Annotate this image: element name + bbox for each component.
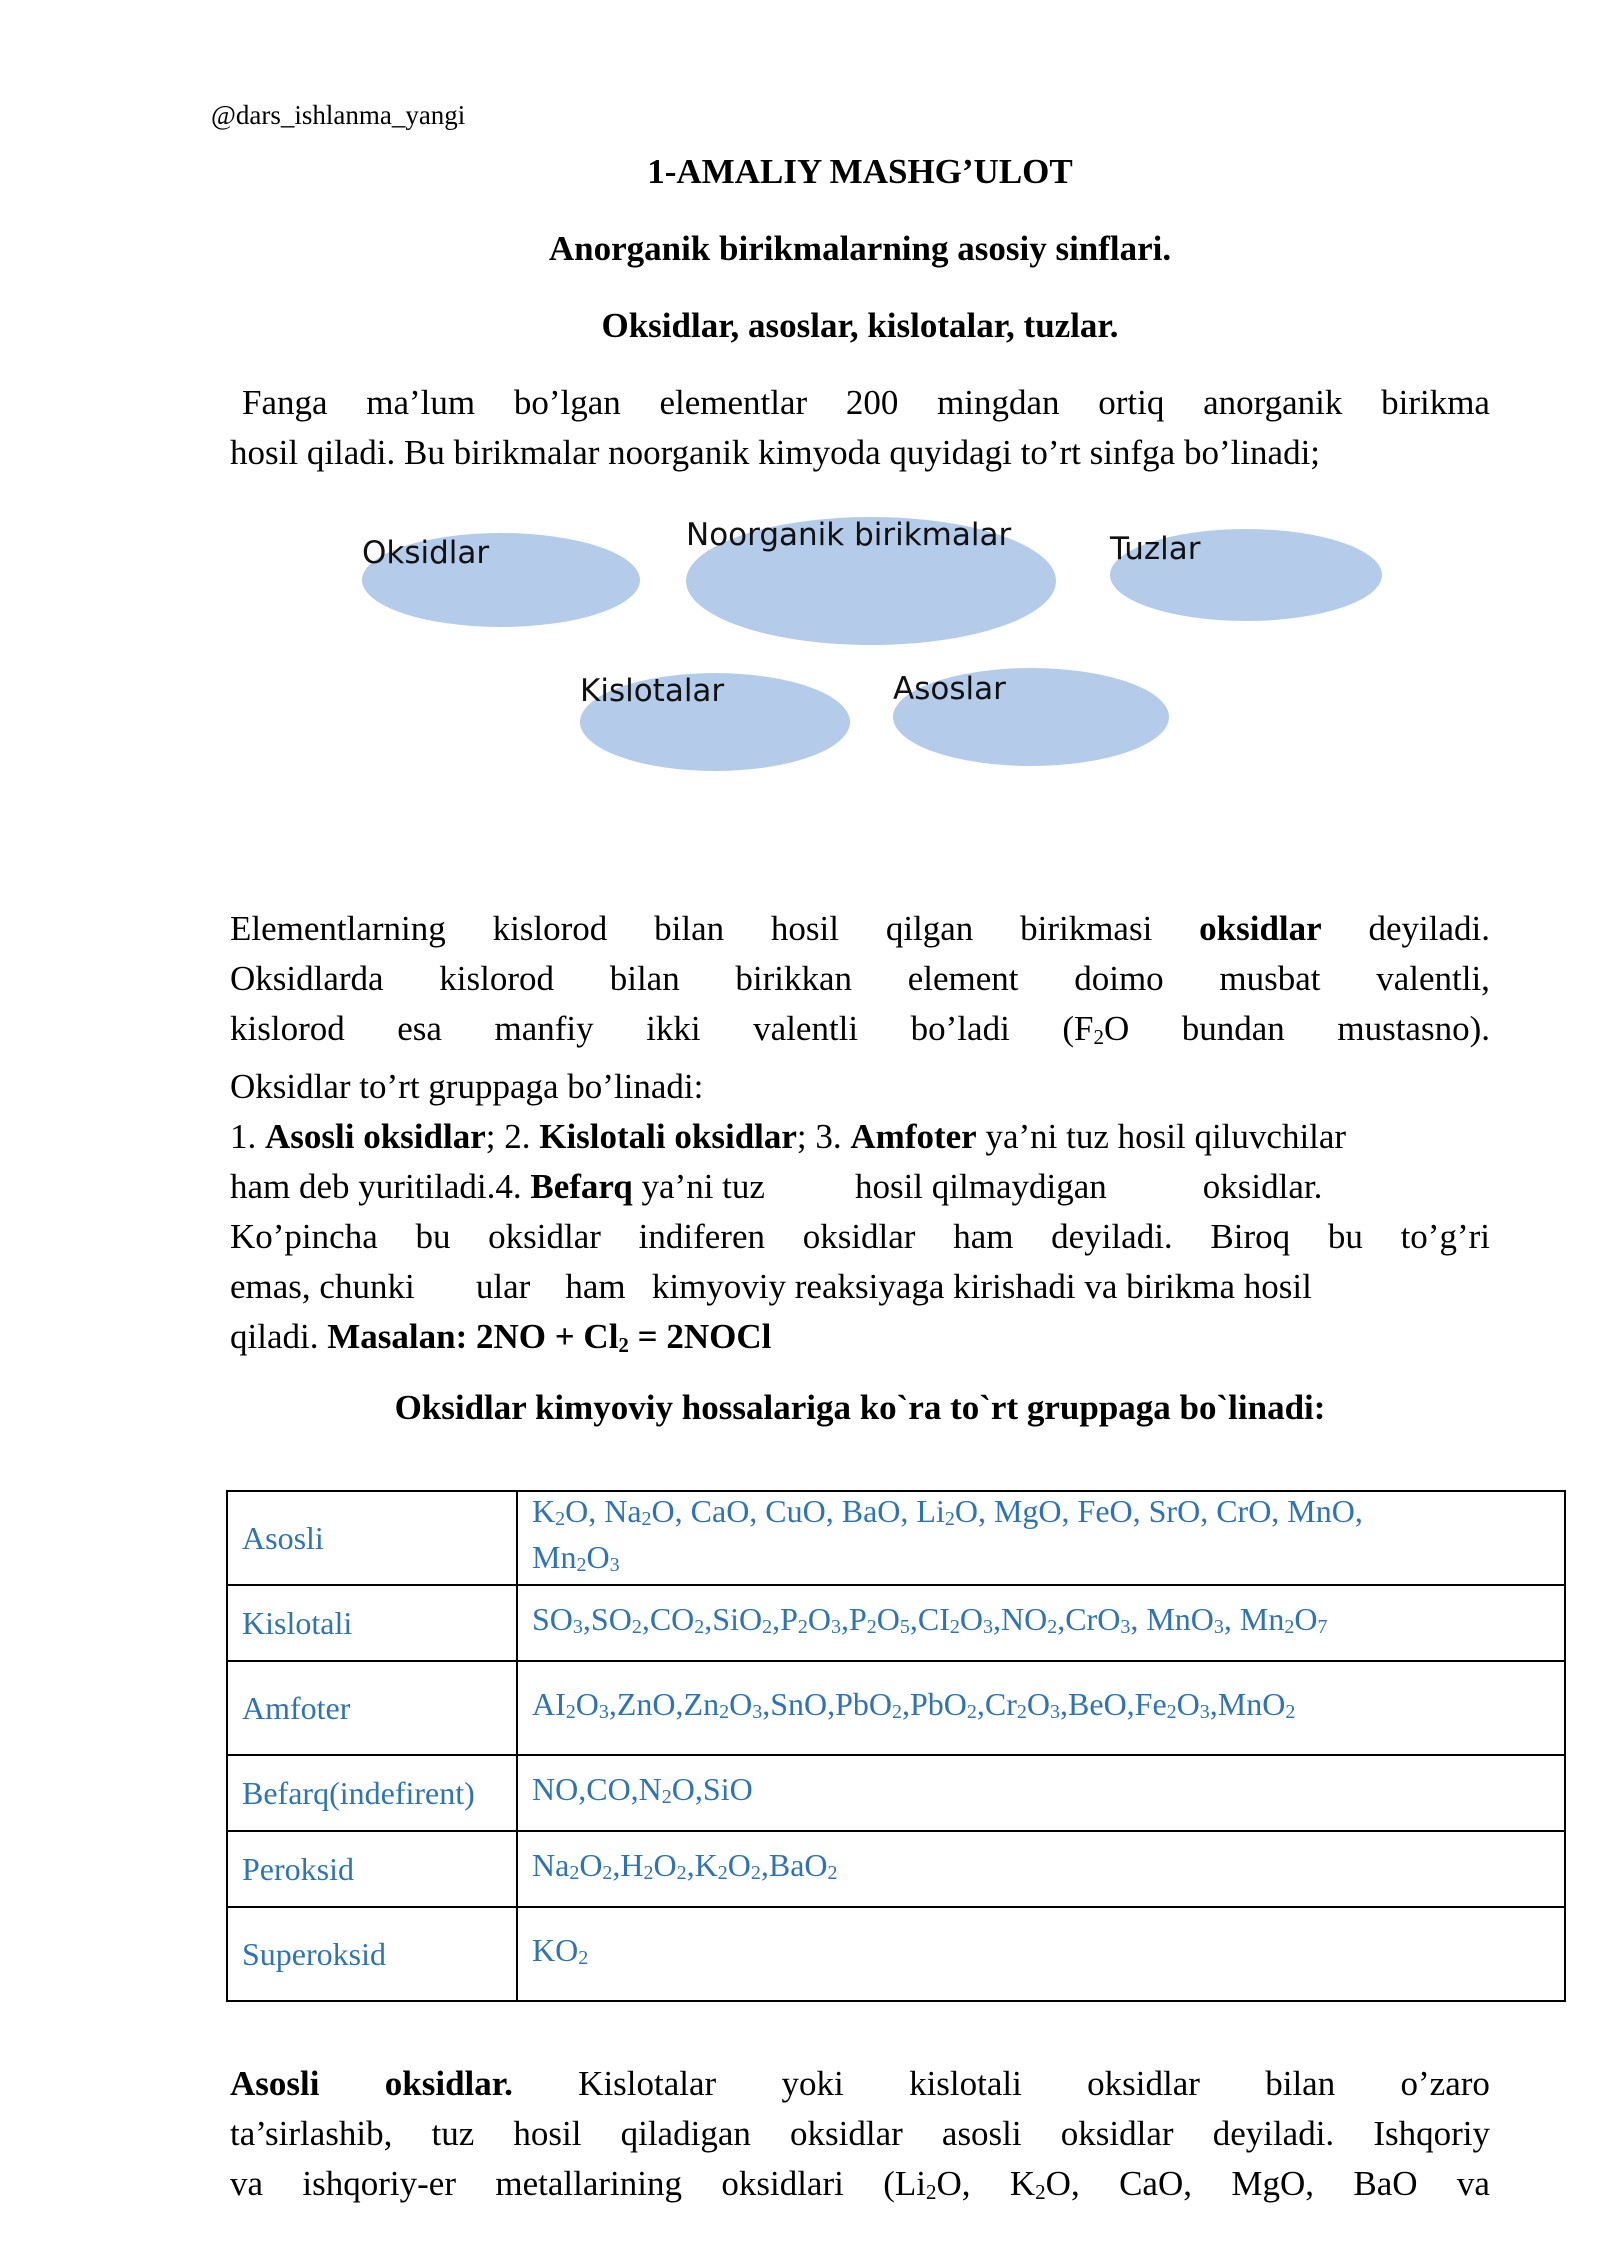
table-cell-name: Amfoter <box>227 1661 517 1755</box>
definition-line-1 <box>230 904 1490 954</box>
table-cell-name: Befarq(indefirent) <box>227 1755 517 1831</box>
word: valentli, <box>1376 959 1490 998</box>
word: bo’ladi <box>910 1009 1010 1048</box>
definition-line-8: emas, chunki ular ham kimyoviy reaksiyaga kirishadi va birikma hosil <box>230 1267 1312 1306</box>
word: yoki <box>781 2064 844 2103</box>
word: ham <box>953 1217 1014 1256</box>
asosli-line-3 <box>230 2159 1490 2217</box>
asosli-line-2 <box>230 2109 1490 2159</box>
table-row <box>227 1831 1565 1907</box>
word: ta’sirlashib, <box>230 2114 393 2153</box>
word: birikmasi <box>1020 909 1153 948</box>
intro-line-1 <box>230 378 1490 428</box>
word: bundan <box>1181 1009 1285 1048</box>
word: Oksidlarda <box>230 959 384 998</box>
diagram-label-asoslar: Asoslar <box>893 671 1006 707</box>
word: metallarining <box>495 2164 682 2203</box>
diagram-label-noorganik: Noorganik birikmalar <box>686 517 1012 553</box>
word: Kislotalar <box>578 2064 717 2103</box>
word: kislotali <box>909 2064 1022 2103</box>
word: oksidlar <box>1087 2064 1200 2103</box>
term-oksidlar: oksidlar <box>1199 909 1322 948</box>
word: ma’lum <box>366 383 476 422</box>
word: oksidlar <box>1060 2114 1174 2153</box>
definition-paragraph <box>230 904 1490 1370</box>
word: indiferen <box>638 1217 765 1256</box>
word: qilgan <box>885 909 974 948</box>
term-amfoter: Amfoter <box>850 1117 977 1156</box>
diagram-label-kislotalar: Kislotalar <box>580 673 725 709</box>
table-cell-name: Kislotali <box>227 1585 517 1661</box>
definition-line-6: ham deb yuritiladi.4. Befarq ya’ni tuz hosil qilmaydigan oksidlar. <box>230 1167 1323 1206</box>
word: mingdan <box>937 383 1060 422</box>
word: kislorod <box>230 1009 345 1048</box>
intro-paragraph <box>230 378 1490 478</box>
term-asosli-oksidlar: Asosli oksidlar <box>265 1117 486 1156</box>
asosli-line-1 <box>230 2059 1490 2109</box>
word: elementlar <box>659 383 808 422</box>
watermark: @dars_ishlanma_yangi <box>211 100 466 130</box>
example-reaction: Masalan: 2NO + Cl2 = 2NOCl <box>327 1317 772 1357</box>
word: Biroq <box>1210 1217 1291 1256</box>
diagram-label-oksidlar: Oksidlar <box>362 535 490 571</box>
classification-diagram <box>0 505 1600 795</box>
page-title: 1-AMALIY MASHG’ULOT <box>647 152 1073 191</box>
word: to’g’ri <box>1400 1217 1490 1256</box>
word: bilan <box>1265 2064 1336 2103</box>
word: element <box>907 959 1019 998</box>
word: bo’lgan <box>513 383 621 422</box>
word: musbat <box>1219 959 1321 998</box>
word: bilan <box>654 909 725 948</box>
word: doimo <box>1074 959 1164 998</box>
term-oksidlar: oksidlar. <box>384 2064 513 2103</box>
asosli-paragraph <box>230 2059 1490 2217</box>
word: oksidlari <box>721 2164 844 2203</box>
table-cell-name: Asosli <box>227 1491 517 1585</box>
word: birikma <box>1381 383 1490 422</box>
term-asosli: Asosli <box>230 2064 320 2103</box>
formula-k2o: K2O, <box>1009 2164 1080 2204</box>
word: tuz <box>431 2114 475 2153</box>
definition-line-2 <box>230 954 1490 1004</box>
word: bu <box>415 1217 451 1256</box>
formula-li2o: (Li2O, <box>883 2164 971 2204</box>
formula-f2o: (F2O <box>1062 1009 1130 1049</box>
word: kislorod <box>439 959 555 998</box>
table-cell-name: Superoksid <box>227 1907 517 2001</box>
word: manfiy <box>494 1009 594 1048</box>
word: ikki <box>646 1009 701 1048</box>
word: Elementlarning <box>230 909 446 948</box>
word: kislorod <box>492 909 608 948</box>
word: hosil <box>513 2114 582 2153</box>
table-cell-formula: SO3,SO2,CO2,SiO2,P2O3,P2O5,CI2O3,NO2,CrO3, MnO3, Mn2O7 <box>517 1585 1565 1661</box>
word: hosil <box>770 909 839 948</box>
page-subtitle: Anorganik birikmalarning asosiy sinflari. <box>548 229 1172 268</box>
definition-line-5: 1. Asosli oksidlar; 2. Kislotali oksidlar; 3. Amfoter ya’ni tuz hosil qiluvchilar <box>230 1117 1347 1156</box>
word: o’zaro <box>1400 2064 1490 2103</box>
word: valentli <box>753 1009 859 1048</box>
word: esa <box>397 1009 442 1048</box>
table-row <box>227 1491 1565 1585</box>
word: Ishqoriy <box>1373 2114 1490 2153</box>
word: Fanga <box>242 383 328 422</box>
word: oksidlar <box>802 1217 916 1256</box>
definition-line-7 <box>230 1212 1490 1262</box>
table-row <box>227 1661 1565 1755</box>
table-cell-formula: NO,CO,N2O,SiO <box>517 1755 1565 1831</box>
word: bu <box>1327 1217 1363 1256</box>
definition-line-4: Oksidlar to’rt gruppaga bo’linadi: <box>230 1067 704 1106</box>
oxides-table <box>226 1490 1566 2002</box>
definition-line-3 <box>230 1004 1490 1062</box>
word: mustasno). <box>1337 1009 1490 1048</box>
word: ortiq <box>1098 383 1165 422</box>
word: va <box>230 2164 264 2203</box>
word: 200 <box>845 383 899 422</box>
word: deyiladi. <box>1051 1217 1173 1256</box>
word: ishqoriy-er <box>302 2164 456 2203</box>
diagram-label-tuzlar: Tuzlar <box>1110 531 1201 567</box>
table-row <box>227 1585 1565 1661</box>
table-cell-formula: KO2 <box>517 1907 1565 2001</box>
word: oksidlar <box>790 2114 903 2153</box>
table-cell-formula: AI2O3,ZnO,Zn2O3,SnO,PbO2,PbO2,Cr2O3,BeO,Fe2O3,MnO2 <box>517 1661 1565 1755</box>
word: bilan <box>609 959 680 998</box>
word: deyiladi. <box>1368 909 1490 948</box>
word: birikkan <box>735 959 853 998</box>
word: BaO <box>1353 2164 1418 2203</box>
word: Ko’pincha <box>230 1217 378 1256</box>
table-row <box>227 1907 1565 2001</box>
word: qiladigan <box>620 2114 751 2153</box>
page-subtitle-2: Oksidlar, asoslar, kislotalar, tuzlar. <box>601 306 1119 345</box>
word: CaO, <box>1119 2164 1192 2203</box>
table-heading: Oksidlar kimyoviy hossalariga ko`ra to`rt gruppaga bo`linadi: <box>394 1388 1326 1427</box>
table-cell-formula: K2O, Na2O, CaO, CuO, BaO, Li2O, MgO, FeO, SrO, CrO, MnO, Mn2O3 <box>517 1491 1565 1585</box>
word: anorganik <box>1203 383 1343 422</box>
term-befarq: Befarq <box>530 1167 633 1206</box>
word: deyiladi. <box>1212 2114 1335 2153</box>
term-kislotali-oksidlar: Kislotali oksidlar <box>539 1117 797 1156</box>
table-cell-name: Peroksid <box>227 1831 517 1907</box>
word: asosli <box>941 2114 1022 2153</box>
intro-line-2: hosil qiladi. Bu birikmalar noorganik kimyoda quyidagi to’rt sinfga bo’linadi; <box>230 433 1321 472</box>
definition-line-9: qiladi. Masalan: 2NO + Cl2 = 2NOCl <box>230 1317 772 1357</box>
word: oksidlar <box>488 1217 601 1256</box>
word: MgO, <box>1231 2164 1315 2203</box>
table-cell-formula: Na2O2,H2O2,K2O2,BaO2 <box>517 1831 1565 1907</box>
word: va <box>1456 2164 1490 2203</box>
table-row <box>227 1755 1565 1831</box>
